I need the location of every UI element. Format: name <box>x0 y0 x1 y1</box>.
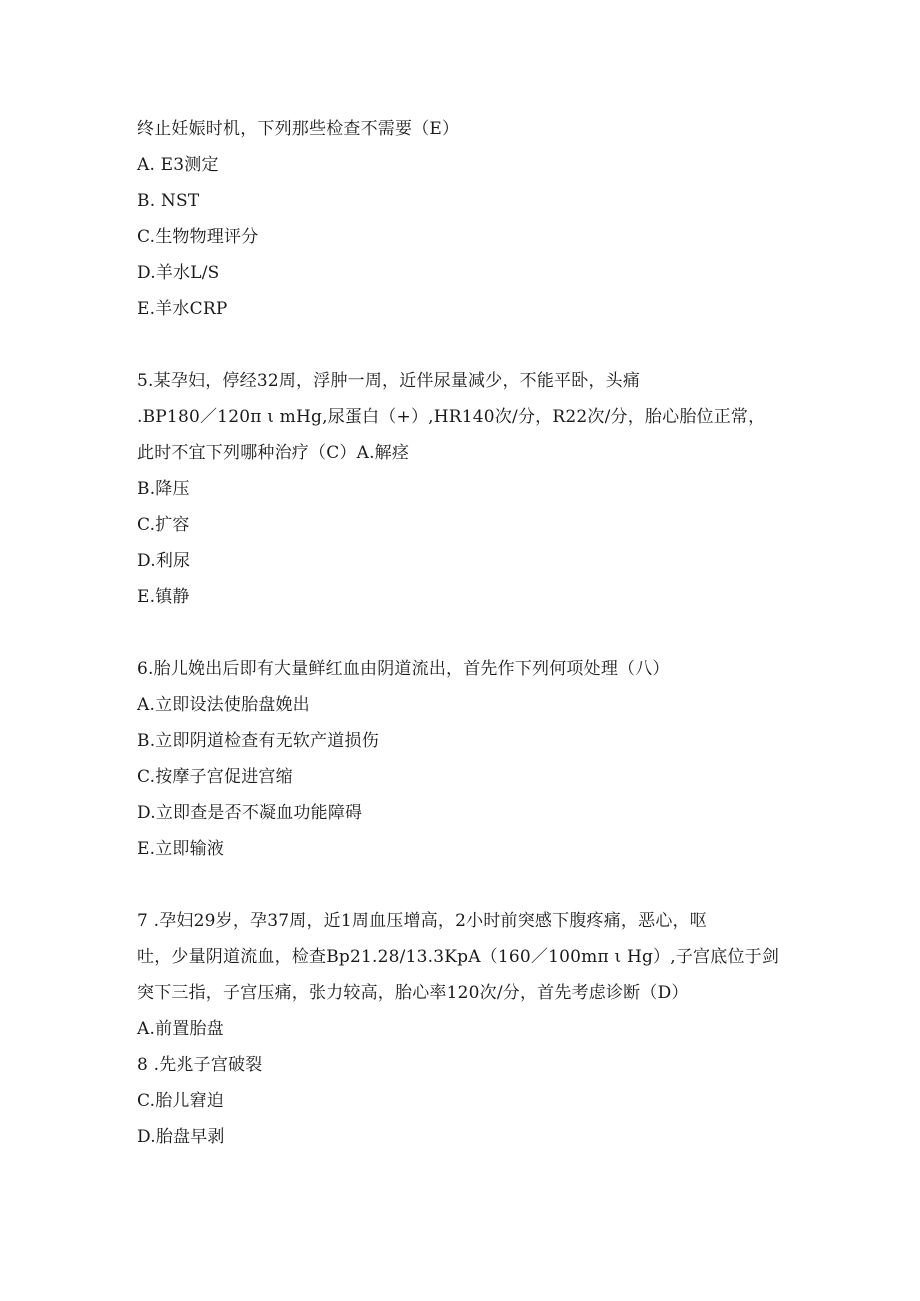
question-4-option-b: B. NST <box>137 191 200 211</box>
question-6-option-a: A.立即设法使胎盘娩出 <box>137 695 310 715</box>
question-5-stem-line-3: 此时不宜下列哪种治疗（C）A.解痉 <box>137 443 410 463</box>
question-7-stem-line-2: 吐，少量阴道流血，检查Bp21.28/13.3KpA（160／100mπ ι Hg）,子宫底位于剑 <box>137 947 780 967</box>
question-6-option-b: B.立即阴道检查有无软产道损伤 <box>137 731 379 751</box>
question-5-stem-line-1: 5.某孕妇，停经32周，浮肿一周，近伴尿量减少，不能平卧，头痛 <box>137 371 641 391</box>
question-7-stem-line-3: 突下三指，子宫压痛，张力较高，胎心率120次/分，首先考虑诊断（D） <box>137 983 689 1003</box>
question-5-option-d: D.利尿 <box>137 551 191 571</box>
question-6-option-e: E.立即输液 <box>137 839 225 859</box>
question-4-option-c: C.生物物理评分 <box>137 227 259 247</box>
question-5-option-c: C.扩容 <box>137 515 190 535</box>
question-5-stem-line-2: .BP180／120π ι mHg,尿蛋白（+）,HR140次/分，R22次/分，胎心胎位正常， <box>137 407 766 427</box>
question-6-stem: 6.胎儿娩出后即有大量鲜红血由阴道流出，首先作下列何项处理（八） <box>137 659 670 679</box>
question-4-option-a: A. E3测定 <box>137 155 219 175</box>
question-4-option-e: E.羊水CRP <box>137 299 228 319</box>
question-6-option-d: D.立即查是否不凝血功能障碍 <box>137 803 363 823</box>
question-6-option-c: C.按摩子宫促进宫缩 <box>137 767 293 787</box>
question-5-option-e: E.镇静 <box>137 587 190 607</box>
question-4-option-d: D.羊水L/S <box>137 263 220 283</box>
question-5-option-b: B.降压 <box>137 479 190 499</box>
question-7-stem-line-1: 7 .孕妇29岁，孕37周，近1周血压增高，2小时前突感下腹疼痛，恶心，呕 <box>137 911 707 931</box>
question-7-option-b: 8 .先兆子宫破裂 <box>137 1055 263 1075</box>
question-7-option-d: D.胎盘早剥 <box>137 1127 225 1147</box>
question-7-option-c: C.胎儿窘迫 <box>137 1091 225 1111</box>
question-4-stem: 终止妊娠时机，下列那些检查不需要（E） <box>137 119 460 139</box>
question-7-option-a: A.前置胎盘 <box>137 1019 224 1039</box>
